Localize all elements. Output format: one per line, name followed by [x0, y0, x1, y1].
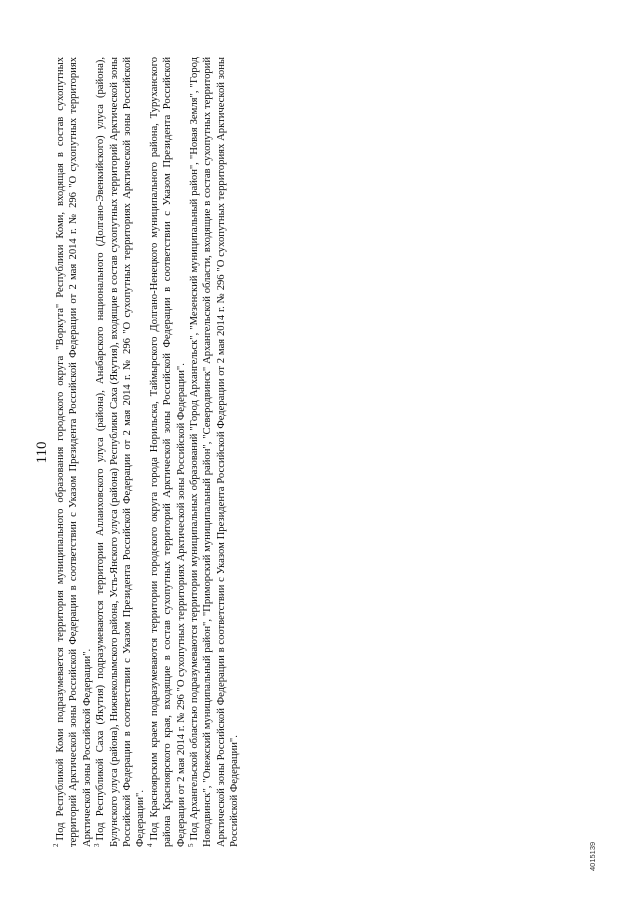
footnote-text: Под Республикой Коми подразумевается территория муниципального образования городского округа "Воркута" Республики Коми, входящая в состав сухопутных территорий Арктической зоны Российской Федерации в соответствии с Указом Президента Российской Федерации от 2 мая 2014 г. № 296 "О сухопутных территориях Арктической зоны Российской Федерации". [55, 57, 93, 847]
footnote-text: Под Республикой Саха (Якутия) подразумеваются территории Аллаиховского улуса (района), Анабарского национального (Долгано-Эвенкийского) улуса (района), Булунского улуса (района), Нижнеколымского района, Усть-Янского улуса (района) Республики Саха (Якутия), входящие в состав сухопутных территорий Арктической зоны Российской Федерации в соответствии с Указом Президента Российской Федерации от 2 мая 2014 г. № 296 "О сухопутных территориях Арктической зоны Российской Федерации". [95, 57, 147, 847]
document-code: 4015139 [588, 841, 597, 871]
footnote-2 [54, 57, 94, 847]
footnote-4 [148, 57, 188, 847]
footnote-marker: 5 [186, 843, 195, 847]
footnote-text: Под Архангельской областью подразумеваются территории муниципальных образований "Город Архангельск", "Мезенский муниципальный район", "Новая Земля", "Город Новодвинск", "Онежский муниципальный район", "Приморский муниципальный район", "Северодвинск" Архангельской области, входящие в состав сухопутных территорий Арктической зоны Российской Федерации в соответствии с Указом Президента Российской Федерации от 2 мая 2014 г. № 296 "О сухопутных территориях Арктической зоны Российской Федерации". [189, 57, 241, 847]
footnote-text: Под Красноярским краем подразумеваются территории городского округа города Норильска, Таймырского Долгано-Ненецкого муниципального района, Туруханского района Красноярского края, входящие в состав сухопутных территорий Арктической зоны Российской Федерации в соответствии с Указом Президента Российской Федерации от 2 мая 2014 г. № 296 "О сухопутных территориях Арктической зоны Российской Федерации". [148, 57, 187, 847]
footnotes-block [54, 57, 242, 847]
footnote-marker: 2 [52, 843, 61, 847]
footnote-3 [94, 57, 148, 847]
footnote-5 [188, 57, 242, 847]
footnote-marker: 3 [92, 843, 101, 847]
page-number: 110 [34, 441, 50, 464]
footnote-marker: 4 [146, 843, 155, 847]
